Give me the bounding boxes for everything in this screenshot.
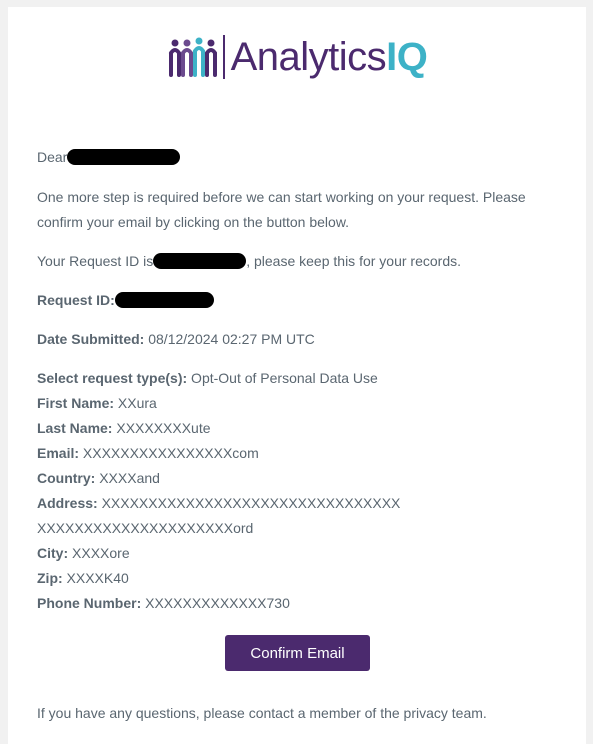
field-value: XXXXore <box>68 545 130 561</box>
confirm-email-button[interactable]: Confirm Email <box>225 635 370 671</box>
date-value: 08/12/2024 02:27 PM UTC <box>144 331 315 347</box>
field-email <box>37 445 259 461</box>
field-value: Opt-Out of Personal Data Use <box>187 370 378 386</box>
field-value: XXXXand <box>95 470 160 486</box>
redacted-request-id-value <box>115 292 214 308</box>
request-prefix: Your Request ID is <box>37 253 154 269</box>
date-label: Date Submitted: <box>37 331 145 347</box>
brand-name-part2: IQ <box>386 35 428 79</box>
field-address-continued <box>37 520 253 536</box>
field-label: Email: <box>37 445 80 461</box>
field-label: Zip: <box>37 570 63 586</box>
field-value: XXXXXXXXXXXXXXXXXXXXXXXXXXXXXXXX <box>97 495 401 511</box>
field-country <box>37 470 160 486</box>
intro-line-2: confirm your email by clicking on the button below. <box>37 214 350 230</box>
field-value: XXXXXXXXute <box>112 420 211 436</box>
brand-name-part1: Analytics <box>230 35 387 79</box>
field-phone <box>37 595 290 611</box>
request-id-line <box>37 292 214 308</box>
brand-logo <box>8 35 586 79</box>
brand-name <box>231 35 428 79</box>
field-value: XXXXXXXXXXXXXXXXcom <box>79 445 259 461</box>
greeting: Dear <box>37 149 68 165</box>
field-first-name <box>37 395 157 411</box>
field-value: XXura <box>114 395 157 411</box>
field-label: Last Name: <box>37 420 113 436</box>
field-value: XXXXXXXXXXXXXXXXXXXXXord <box>37 520 254 536</box>
greeting-line <box>37 149 180 165</box>
field-label: City: <box>37 545 69 561</box>
footer-text: If you have any questions, please contact a member of the privacy team. <box>37 705 487 721</box>
email-card <box>8 7 586 744</box>
field-value: XXXXXXXXXXXXX730 <box>141 595 290 611</box>
field-label: Address: <box>37 495 98 511</box>
field-label: Country: <box>37 470 96 486</box>
field-address <box>37 495 400 511</box>
field-last-name <box>37 420 211 436</box>
field-label: Phone Number: <box>37 595 142 611</box>
intro-line-1: One more step is required before we can start working on your request. Please <box>37 189 526 205</box>
redacted-request-id <box>153 253 246 269</box>
field-request-type <box>37 370 378 386</box>
people-icon <box>167 35 217 79</box>
field-label: Select request type(s): <box>37 370 188 386</box>
field-value: XXXXK40 <box>62 570 129 586</box>
field-zip <box>37 570 129 586</box>
logo-divider <box>223 35 225 79</box>
request-id-sentence <box>37 253 461 269</box>
redacted-name <box>67 149 180 165</box>
request-suffix: , please keep this for your records. <box>246 253 461 269</box>
field-city <box>37 545 130 561</box>
field-label: First Name: <box>37 395 115 411</box>
request-id-label: Request ID: <box>37 292 115 308</box>
date-line <box>37 331 315 347</box>
